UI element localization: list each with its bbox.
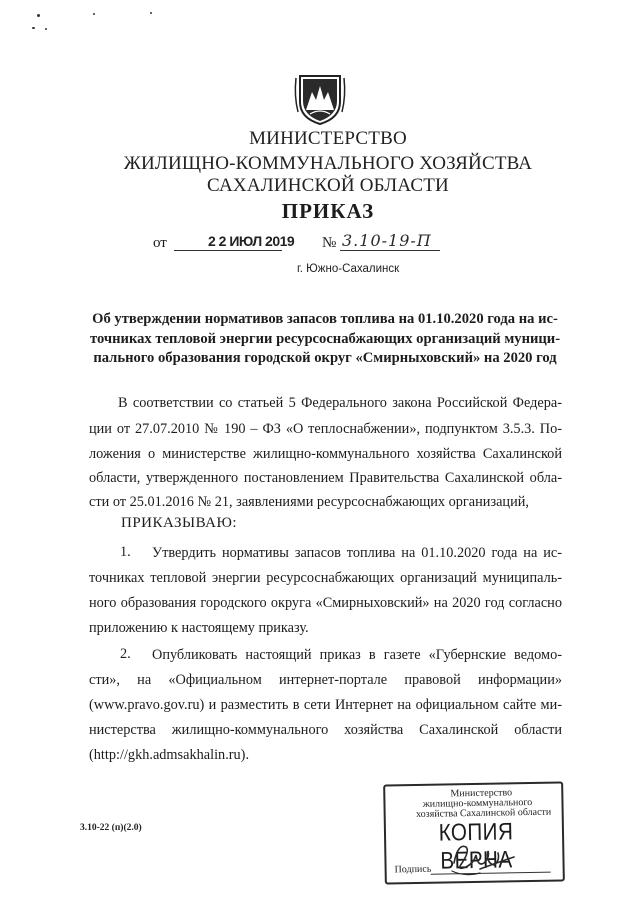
coat-of-arms-icon bbox=[292, 70, 348, 126]
item-line: Опубликовать настоящий приказ в газете «Губернские ведомо- bbox=[152, 647, 562, 663]
preamble-line: ложения о министерстве жилищно-коммунального хозяйства Сахалинской bbox=[89, 446, 562, 462]
ministry-name-line: МИНИСТЕРСТВО bbox=[249, 128, 407, 149]
scan-speck bbox=[37, 14, 40, 17]
item-line: сти», на «Официальном интернет-портале правовой информации» bbox=[89, 672, 562, 688]
item-line: (http://gkh.admsakhalin.ru). bbox=[89, 747, 250, 763]
ministry-name-line: ЖИЛИЩНО-КОММУНАЛЬНОГО ХОЗЯЙСТВА bbox=[123, 153, 533, 174]
scan-speck bbox=[45, 28, 47, 30]
preamble-line: В соответствии со статьей 5 Федерального закона Российской Федера- bbox=[118, 395, 562, 411]
date-underline bbox=[174, 250, 282, 251]
title-line: пального образования городской округ «Смирныховский» на 2020 год bbox=[93, 350, 557, 366]
stamp-text-line: хозяйства Сахалинской области bbox=[416, 806, 552, 821]
scan-speck bbox=[150, 12, 152, 14]
city-label: г. Южно-Сахалинск bbox=[297, 263, 400, 275]
order-directive-word: ПРИКАЗЫВАЮ: bbox=[121, 515, 238, 531]
item-line: точниках тепловой энергии ресурсоснабжающих организаций муниципаль- bbox=[89, 570, 562, 586]
date-label: от bbox=[153, 235, 167, 251]
handwritten-order-number: 3.10-19-П bbox=[342, 231, 432, 250]
date-stamp-value: 2 2 ИЮЛ 2019 bbox=[208, 233, 295, 249]
scan-speck bbox=[32, 27, 35, 29]
document-type-title: ПРИКАЗ bbox=[281, 199, 375, 223]
title-line: точниках тепловой энергии ресурсоснабжающих организаций муници- bbox=[90, 330, 561, 347]
item-line: ного образования городского округа «Смирныховский» на 2020 год согласно bbox=[89, 595, 562, 611]
stamp-text-line: жилищно-коммунального bbox=[422, 796, 533, 810]
stamp-text-line: Министерство bbox=[450, 787, 513, 800]
item-number: 1. bbox=[120, 544, 131, 560]
stamp-main-text: КОПИЯ ВЕРНА bbox=[438, 818, 514, 875]
number-underline bbox=[340, 250, 440, 251]
handwritten-signature bbox=[440, 833, 530, 883]
scan-speck bbox=[93, 13, 95, 15]
item-number: 2. bbox=[120, 646, 131, 662]
item-line: нистерства жилищно-коммунального хозяйства Сахалинской области bbox=[89, 722, 562, 738]
preamble-line: области, утвержденного постановлением Правительства Сахалинской обла- bbox=[89, 470, 562, 486]
form-code: 3.10-22 (п)(2.0) bbox=[80, 823, 142, 833]
item-line: (www.pravo.gov.ru) и разместить в сети Интернет на официальном сайте ми- bbox=[89, 697, 562, 713]
item-line: Утвердить нормативы запасов топлива на 01.10.2020 года на ис- bbox=[152, 545, 562, 561]
title-line: Об утверждении нормативов запасов топлива на 01.10.2020 года на ис- bbox=[92, 311, 558, 327]
preamble-line: сти от 25.01.2016 № 21, заявлениями ресурсоснабжающих организаций, bbox=[89, 494, 529, 510]
order-subject-title bbox=[90, 310, 560, 369]
stamp-signature-label: Подпись bbox=[394, 863, 432, 876]
number-label: № bbox=[322, 235, 337, 251]
ministry-name-line: САХАЛИНСКОЙ ОБЛАСТИ bbox=[207, 175, 449, 196]
svg-text:5: 5 bbox=[318, 90, 323, 100]
preamble-line: ции от 27.07.2010 № 190 – ФЗ «О теплоснабжении», подпунктом 3.5.3. По- bbox=[89, 421, 562, 437]
order-date-number-row bbox=[0, 231, 640, 255]
item-line: приложению к настоящему приказу. bbox=[89, 620, 309, 636]
